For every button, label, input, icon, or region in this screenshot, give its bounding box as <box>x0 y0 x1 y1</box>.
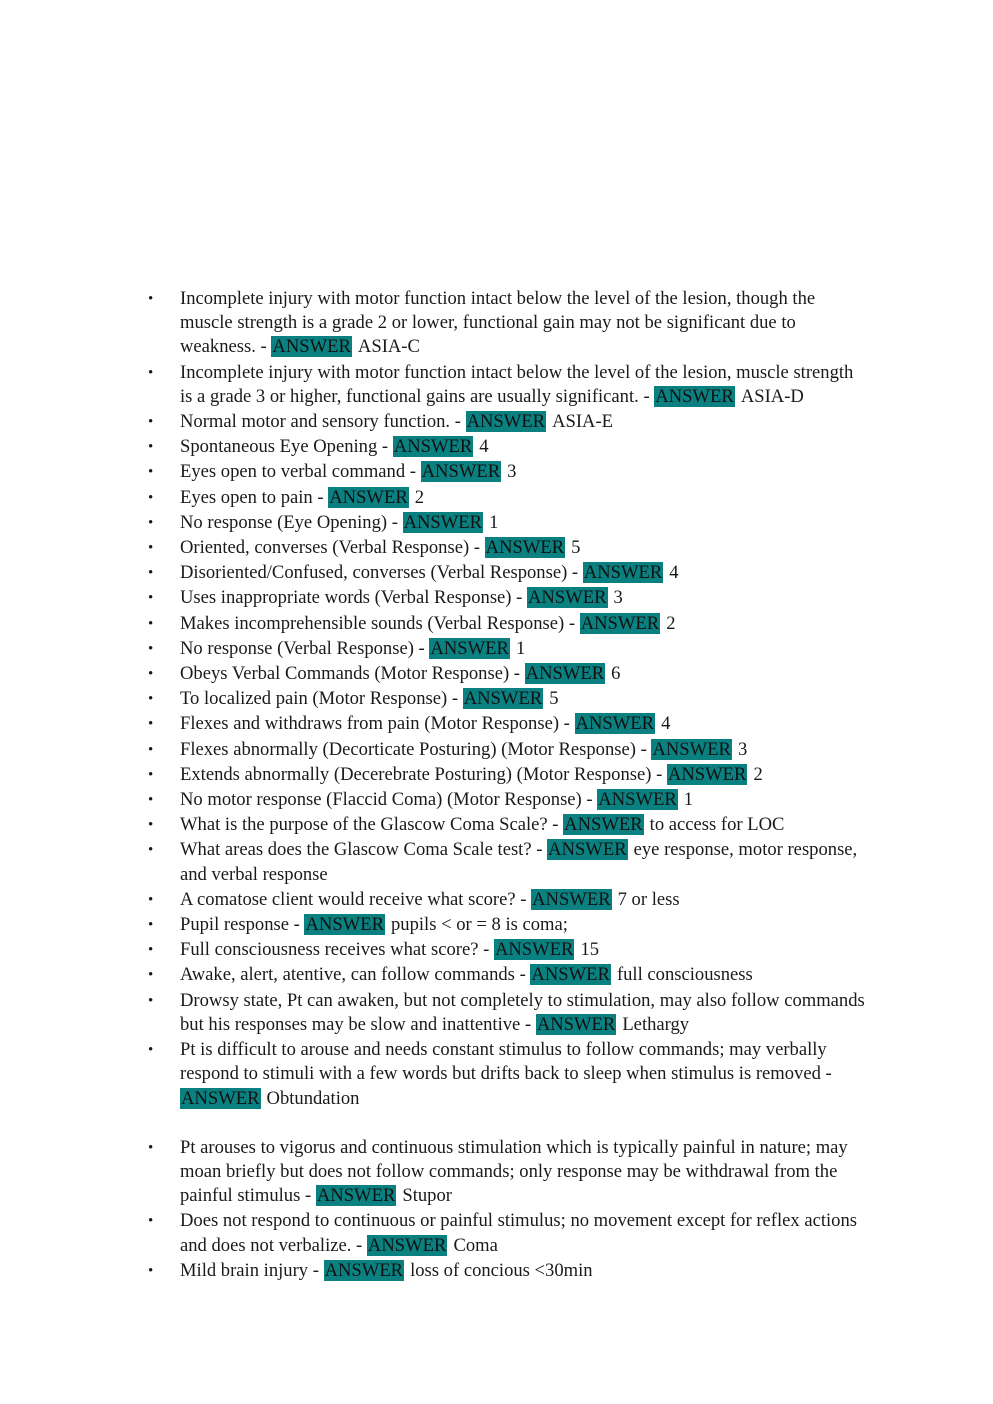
answer-text: 3 <box>507 461 517 483</box>
list-item <box>148 788 868 812</box>
answer-label: ANSWER <box>305 914 384 936</box>
answer-label: ANSWER <box>532 888 611 910</box>
answer-text: ASIA-D <box>740 385 804 407</box>
answer-text: 3 <box>613 587 623 609</box>
answer-text: to access for LOC <box>649 814 785 836</box>
answer-label: ANSWER <box>583 562 663 584</box>
answer-label: ANSWER <box>655 385 734 407</box>
answer-label: ANSWER <box>181 1087 260 1109</box>
list-item <box>148 1259 868 1283</box>
bullet-icon: • <box>148 364 154 381</box>
question-text: Pt is difficult to arouse and needs constant stimulus to follow commands; may verbally respond to stimuli with a few words but drifts back to sleep when stimulus is removed - <box>180 1039 832 1085</box>
answer-text: pupils < or = 8 is coma; <box>391 914 568 936</box>
answer-text: ASIA-E <box>552 411 614 433</box>
answer-text: 5 <box>549 688 559 710</box>
question-text: What is the purpose of the Glascow Coma Scale? - <box>180 814 559 836</box>
question-text: Mild brain injury - <box>180 1259 319 1281</box>
qa-list <box>148 287 868 1284</box>
bullet-icon: • <box>148 414 154 431</box>
answer-label: ANSWER <box>272 336 351 358</box>
question-text: No motor response (Flaccid Coma) (Motor Response) - <box>180 789 593 811</box>
question-text: Incomplete injury with motor function intact below the level of the lesion, muscle strength is a grade 3 or higher, functional gains are usually significant. - <box>180 361 854 407</box>
answer-label: ANSWER <box>466 411 546 433</box>
question-text: Normal motor and sensory function. - <box>180 411 461 433</box>
bullet-icon: • <box>148 1042 154 1059</box>
question-text: Disoriented/Confused, converses (Verbal Response) - <box>180 562 579 584</box>
list-item <box>148 435 868 459</box>
answer-text: eye response, motor response, and verbal response <box>180 839 858 885</box>
question-text: Pupil response - <box>180 914 300 936</box>
answer-text: 5 <box>571 537 581 559</box>
answer-text: ASIA-C <box>357 336 420 358</box>
answer-label: ANSWER <box>393 436 473 458</box>
list-item <box>148 712 868 736</box>
question-text: Makes incomprehensible sounds (Verbal Response) - <box>180 612 576 634</box>
list-item <box>148 361 868 409</box>
answer-label: ANSWER <box>580 612 660 634</box>
answer-text: 15 <box>580 939 600 961</box>
list-item <box>148 989 868 1037</box>
bullet-icon: • <box>148 792 154 809</box>
answer-text: 4 <box>479 436 489 458</box>
list-item <box>148 586 868 610</box>
answer-label: ANSWER <box>564 814 643 836</box>
answer-text: 2 <box>666 612 676 634</box>
bullet-icon: • <box>148 439 154 456</box>
bullet-icon: • <box>148 967 154 984</box>
answer-label: ANSWER <box>367 1234 447 1256</box>
question-text: What areas does the Glascow Coma Scale test? - <box>180 839 543 861</box>
list-item <box>148 1136 868 1209</box>
question-text: Oriented, converses (Verbal Response) - <box>180 537 480 559</box>
answer-text: Stupor <box>402 1185 452 1207</box>
answer-text: 6 <box>611 663 621 685</box>
answer-text: full consciousness <box>616 964 753 986</box>
bullet-icon: • <box>148 766 154 783</box>
bullet-icon: • <box>148 942 154 959</box>
bullet-icon: • <box>148 992 154 1009</box>
bullet-icon: • <box>148 917 154 934</box>
question-text: No response (Eye Opening) - <box>180 511 398 533</box>
list-item <box>148 662 868 686</box>
list-item <box>148 460 868 484</box>
list-item <box>148 813 868 837</box>
bullet-icon: • <box>148 1262 154 1279</box>
question-text: Extends abnormally (Decerebrate Posturing) (Motor Response) - <box>180 763 663 785</box>
answer-label: ANSWER <box>536 1013 616 1035</box>
bullet-icon: • <box>148 540 154 557</box>
question-text: Pt arouses to vigorus and continuous stimulation which is typically painful in nature; may moan briefly but does not follow commands; only response may be withdrawal from the painful stimulus - <box>180 1136 848 1207</box>
question-text: Eyes open to pain - <box>180 486 324 508</box>
list-item <box>148 410 868 434</box>
list-item <box>148 1038 868 1111</box>
bullet-icon: • <box>148 615 154 632</box>
question-text: No response (Verbal Response) - <box>180 637 425 659</box>
answer-label: ANSWER <box>652 738 731 760</box>
answer-text: 2 <box>414 486 425 508</box>
list-item <box>148 888 868 912</box>
list-item <box>148 913 868 937</box>
answer-label: ANSWER <box>403 511 483 533</box>
question-text: Awake, alert, atentive, can follow commands - <box>180 964 526 986</box>
answer-label: ANSWER <box>598 789 677 811</box>
question-text: Flexes abnormally (Decorticate Posturing) (Motor Response) - <box>180 738 647 760</box>
list-item <box>148 612 868 636</box>
answer-label: ANSWER <box>528 587 607 609</box>
answer-text: 1 <box>515 637 526 659</box>
bullet-icon: • <box>148 891 154 908</box>
list-item <box>148 763 868 787</box>
bullet-icon: • <box>148 464 154 481</box>
list-item <box>148 287 868 360</box>
list-item <box>148 738 868 762</box>
answer-text: 7 or less <box>617 888 680 910</box>
answer-label: ANSWER <box>421 461 501 483</box>
bullet-icon: • <box>148 1213 154 1230</box>
answer-text: 2 <box>753 763 763 785</box>
question-text: Flexes and withdraws from pain (Motor Response) - <box>180 713 570 735</box>
answer-text: 1 <box>489 511 499 533</box>
list-item <box>148 637 868 661</box>
bullet-icon: • <box>148 640 154 657</box>
question-text: Does not respond to continuous or painful stimulus; no movement except for reflex actions and does not verbalize. - <box>180 1210 857 1256</box>
answer-label: ANSWER <box>485 537 565 559</box>
question-text: Full consciousness receives what score? - <box>180 939 490 961</box>
bullet-icon: • <box>148 1139 154 1156</box>
answer-label: ANSWER <box>329 486 408 508</box>
question-text: To localized pain (Motor Response) - <box>180 688 459 710</box>
answer-text: 4 <box>661 713 671 735</box>
answer-label: ANSWER <box>324 1259 404 1281</box>
answer-text: 3 <box>737 738 748 760</box>
question-text: Obeys Verbal Commands (Motor Response) - <box>180 663 520 685</box>
list-item <box>148 838 868 886</box>
answer-label: ANSWER <box>531 964 610 986</box>
answer-label: ANSWER <box>525 663 605 685</box>
bullet-icon: • <box>148 514 154 531</box>
list-item <box>148 511 868 535</box>
bullet-icon: • <box>148 716 154 733</box>
question-text: Uses inappropriate words (Verbal Response) - <box>180 587 523 609</box>
question-text: Eyes open to verbal command - <box>180 461 416 483</box>
question-text: Incomplete injury with motor function intact below the level of the lesion, though the muscle strength is a grade 2 or lower, functional gain may not be significant due to weakness. - <box>180 288 816 358</box>
bullet-icon: • <box>148 590 154 607</box>
bullet-icon: • <box>148 666 154 683</box>
answer-label: ANSWER <box>316 1185 396 1207</box>
answer-text: 4 <box>669 562 679 584</box>
answer-text: Obtundation <box>266 1087 360 1109</box>
answer-text: Coma <box>453 1234 498 1256</box>
list-item <box>148 536 868 560</box>
list-item <box>148 963 868 987</box>
bullet-icon: • <box>148 741 154 758</box>
answer-label: ANSWER <box>463 688 543 710</box>
answer-label: ANSWER <box>575 713 655 735</box>
question-text: Spontaneous Eye Opening - <box>180 436 389 458</box>
answer-label: ANSWER <box>494 939 574 961</box>
answer-label: ANSWER <box>667 763 747 785</box>
bullet-icon: • <box>148 489 154 506</box>
answer-label: ANSWER <box>430 637 509 659</box>
bullet-icon: • <box>148 817 154 834</box>
question-text: Drowsy state, Pt can awaken, but not completely to stimulation, may also follow commands but his responses may be slow and inattentive - <box>180 989 865 1035</box>
answer-text: 1 <box>683 789 694 811</box>
answer-text: loss of concious <30min <box>410 1259 593 1281</box>
bullet-icon: • <box>148 691 154 708</box>
list-item <box>148 1209 868 1257</box>
list-item <box>148 687 868 711</box>
bullet-icon: • <box>148 565 154 582</box>
bullet-icon: • <box>148 842 154 859</box>
list-item <box>148 561 868 585</box>
list-item <box>148 938 868 962</box>
bullet-icon: • <box>148 291 154 307</box>
list-item <box>148 486 868 510</box>
answer-text: Lethargy <box>622 1013 690 1035</box>
question-text: A comatose client would receive what score? - <box>180 888 527 910</box>
answer-label: ANSWER <box>548 839 627 861</box>
